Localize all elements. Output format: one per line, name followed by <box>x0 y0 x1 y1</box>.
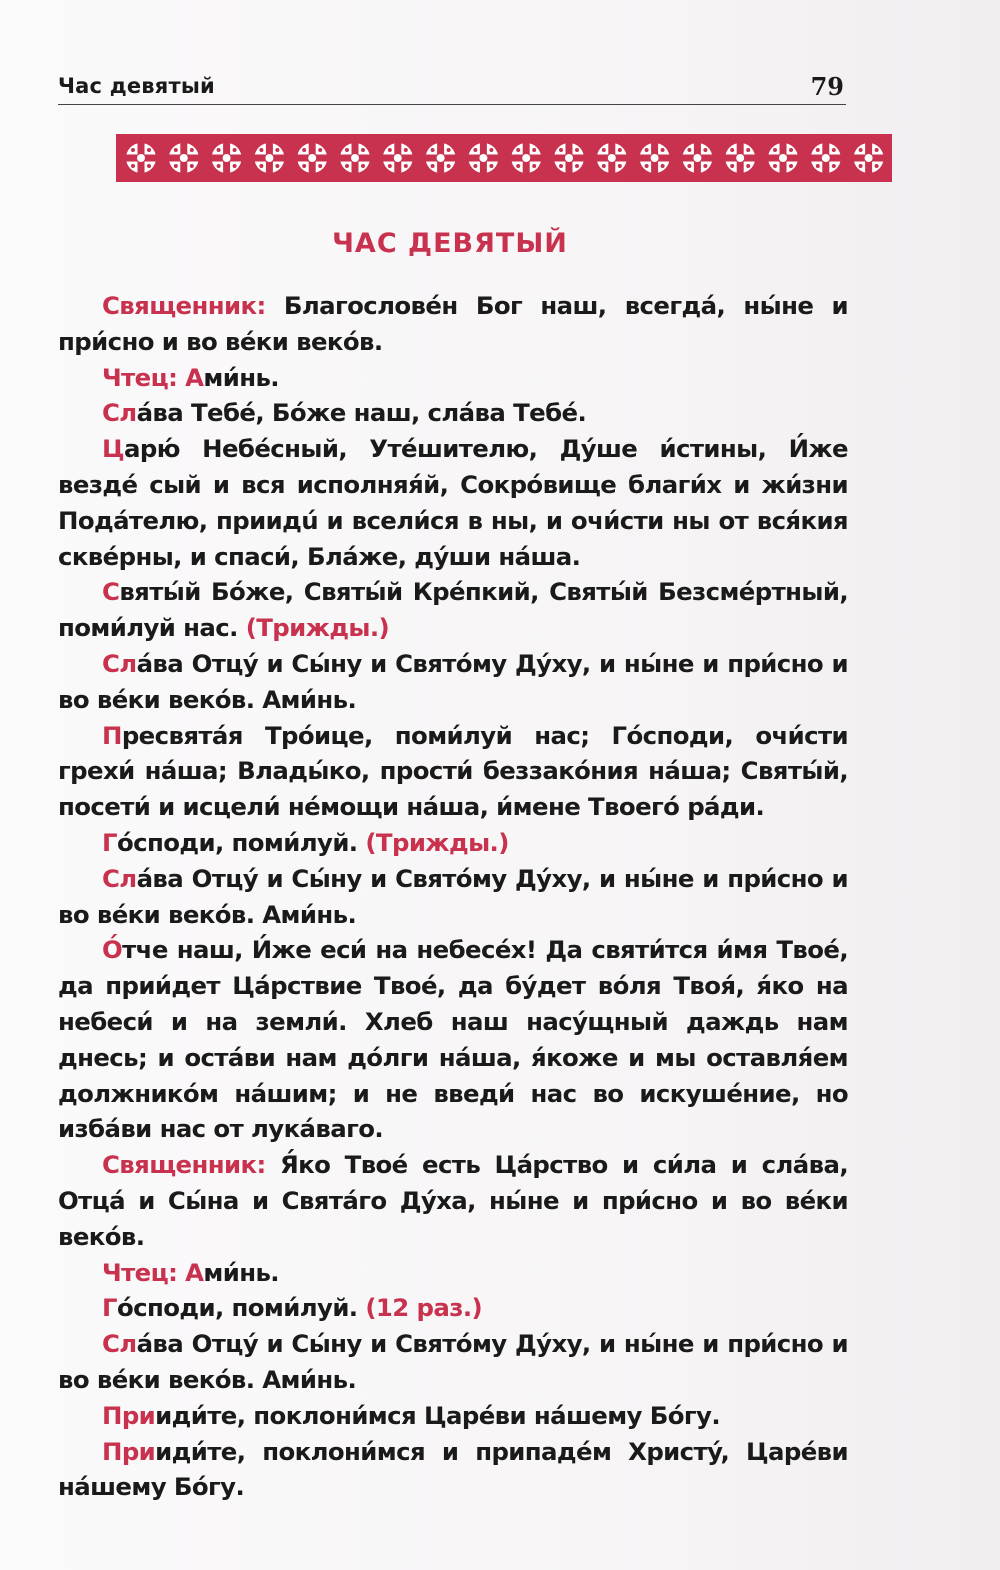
section-title: ЧАС ДЕВЯТЫЙ <box>332 228 568 259</box>
red-initial: О́ <box>102 935 123 965</box>
red-initial: Ц <box>102 434 125 464</box>
paragraph-text: áва Отцý и Сы́ну и Святóму Дýху, и ны́не и при́сно и во вéки векóв. Ами́нь. <box>58 648 848 714</box>
ornament-cross-tile <box>420 134 462 182</box>
red-initial: Г <box>102 1293 117 1323</box>
paragraph-text: Я́ко Твоé есть Цáрство и си́ла и слáва, Отцá и Сы́на и Святáго Дýха, ны́не и при́сно и во вéки векóв. <box>58 1150 848 1251</box>
prayer-paragraph <box>58 1255 848 1291</box>
prayer-paragraph <box>58 718 848 825</box>
ornament-cross-tile <box>334 134 376 182</box>
paragraph-text: тче наш, И́же еси́ на небесéх! Да святи́тся и́мя Твоé, да прии́дет Цáрствие Твоé, да бýдет вóля Твоя́, я́ко на небеси́ и на земли́. Хлеб наш насýщный даждь нам днесь; и остáви нам дóлги нáша, я́коже и мы оставля́ем должникóм нáшим; и не введи́ нас во искушéние, но избáви нас от лукáваго. <box>58 935 848 1144</box>
ornament-cross-tile <box>591 134 633 182</box>
ornament-cross-tile <box>248 134 290 182</box>
paragraph-text: вяты́й Бóже, Святы́й Крéпкий, Святы́й Безсмéртный, поми́луй нас. <box>58 577 848 643</box>
ornament-cross-tile <box>548 134 590 182</box>
prayer-paragraph <box>58 1290 848 1326</box>
paragraph-text: áва Тебé, Бóже наш, слáва Тебé. <box>136 398 587 428</box>
ornament-cross-tile <box>377 134 419 182</box>
ornament-cross-tile <box>848 134 890 182</box>
red-initial: Сл <box>102 648 137 678</box>
paragraph-text: ми́нь. <box>203 362 279 392</box>
prayer-paragraph <box>58 1434 848 1506</box>
ornament-cross-tile <box>719 134 761 182</box>
paragraph-text: иди́те, поклони́мся и припадéм Христý, Царéви нáшему Бóгу. <box>58 1436 848 1502</box>
red-initial: При <box>102 1436 156 1466</box>
paragraph-text: иди́те, поклони́мся Царéви нáшему Бóгу. <box>155 1400 721 1430</box>
prayer-paragraph <box>58 1147 848 1254</box>
paragraph-text: áва Отцý и Сы́ну и Святóму Дýху, и ны́не и при́сно и во вéки векóв. Ами́нь. <box>58 863 848 929</box>
prayer-text <box>58 288 848 1505</box>
prayer-paragraph <box>58 431 848 574</box>
red-initial: С <box>102 577 120 607</box>
prayer-paragraph <box>58 861 848 933</box>
paragraph-text: арю́ Небéсный, Утéшителю, Дýше и́стины, И́же вездé сый и вся исполняя́й, Сокрóвище благи́х и жи́зни Подáтелю, приидú и всели́ся в ны, и очи́сти ны от вся́кия сквéрны, и спаси́, Блáже, дýши нáша. <box>58 434 848 571</box>
ornament-cross-tile <box>676 134 718 182</box>
prayer-paragraph <box>58 574 848 646</box>
paragraph-text: óсподи, поми́луй. <box>116 827 366 857</box>
speaker-label: Священник: <box>102 1150 280 1180</box>
prayer-paragraph <box>58 932 848 1147</box>
ornament-cross-tile <box>805 134 847 182</box>
ornament-cross-tile <box>462 134 504 182</box>
page-number: 79 <box>810 72 844 101</box>
ornament-cross-tile <box>163 134 205 182</box>
ornament-cross-tile <box>291 134 333 182</box>
ornament-cross-tile <box>120 134 162 182</box>
red-initial: Сл <box>102 863 137 893</box>
rubric: (12 раз.) <box>365 1293 483 1323</box>
red-initial: А <box>185 1257 204 1287</box>
prayer-paragraph <box>58 288 848 360</box>
running-title: Час девятый <box>58 74 215 98</box>
prayer-paragraph <box>58 825 848 861</box>
speaker-label: Священник: <box>102 291 284 320</box>
red-cross-ornament-band <box>116 134 892 182</box>
ornament-cross-tile <box>505 134 547 182</box>
paragraph-text: óсподи, поми́луй. <box>116 1293 366 1323</box>
prayer-paragraph <box>58 360 848 396</box>
speaker-label: Чтец: <box>102 362 186 392</box>
page-header <box>58 70 846 105</box>
prayer-paragraph <box>58 1398 848 1434</box>
rubric: (Трижды.) <box>245 613 390 643</box>
paragraph-text: áва Отцý и Сы́ну и Святóму Дýху, и ны́не и при́сно и во вéки векóв. Ами́нь. <box>58 1329 848 1394</box>
prayer-paragraph <box>58 395 848 431</box>
rubric: (Трижды.) <box>365 827 509 857</box>
red-initial: П <box>102 720 122 750</box>
ornament-cross-tile <box>762 134 804 182</box>
red-initial: А <box>185 362 204 392</box>
prayer-paragraph <box>58 646 848 718</box>
paragraph-text: ми́нь. <box>203 1257 279 1287</box>
paragraph-text: ресвятáя Трóице, поми́луй нас; Гóсподи, очи́сти грехи́ нáша; Влады́ко, прости́ беззакóния нáша; Святы́й, посети́ и исцели́ нéмощи нáша, и́мене Твоегó рáди. <box>58 720 848 822</box>
speaker-label: Чтец: <box>102 1257 186 1287</box>
red-initial: Сл <box>102 1329 137 1359</box>
prayer-paragraph <box>58 1326 848 1398</box>
paragraph-text: Благословéн Бог наш, всегдá, ны́не и при́сно и во вéки векóв. <box>58 291 848 356</box>
red-initial: При <box>102 1400 156 1430</box>
red-initial: Г <box>102 827 117 857</box>
ornament-cross-tile <box>206 134 248 182</box>
ornament-cross-tile <box>634 134 676 182</box>
red-initial: Сл <box>102 398 137 428</box>
